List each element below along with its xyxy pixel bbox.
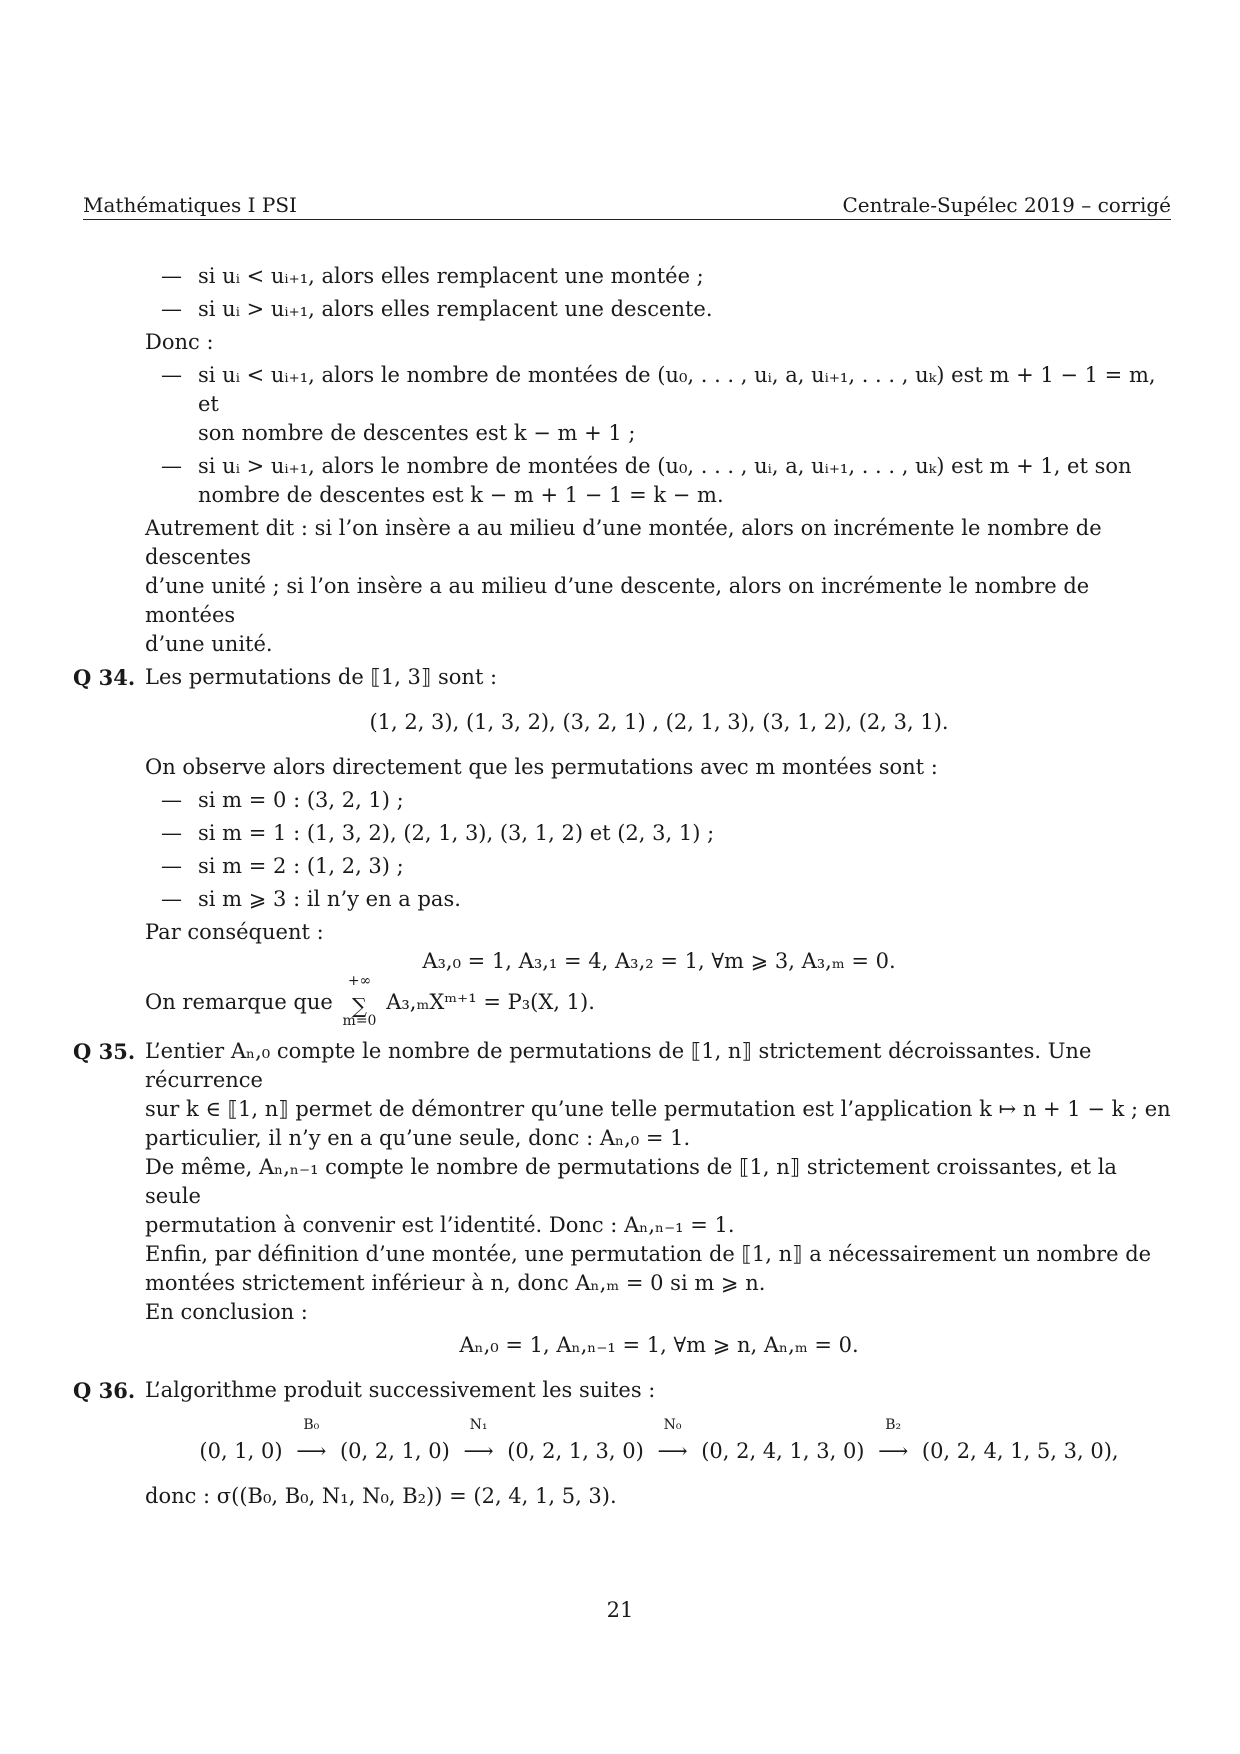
bullet-text: si uᵢ > uᵢ₊₁, alors elles remplacent une descente.	[198, 297, 713, 321]
sequence: (0, 1, 0)	[199, 1439, 283, 1463]
sequence: (0, 2, 1, 0)	[339, 1439, 450, 1463]
sequence: (0, 2, 4, 1, 5, 3, 0),	[921, 1439, 1119, 1463]
sum-upper-bound: +∞	[347, 973, 372, 989]
bullet-item: — si uᵢ > uᵢ₊₁, alors elles remplacent une descente.	[161, 297, 713, 321]
arrow-label: B₂	[885, 1417, 902, 1433]
arrow: N₀ ⟶	[651, 1437, 695, 1466]
bullet-item: — si uᵢ < uᵢ₊₁, alors le nombre de montées de (u₀, . . . , uᵢ, a, uᵢ₊₁, . . . , uₖ) est m + 1 − 1 = m, et son nombre de descentes est k − m + 1 ;	[161, 363, 1156, 445]
bullet-item: — si m = 1 : (1, 3, 2), (2, 1, 3), (3, 1, 2) et (2, 3, 1) ;	[161, 821, 715, 845]
paragraph: donc : σ((B₀, B₀, N₁, N₀, B₂)) = (2, 4, 1, 5, 3).	[145, 1484, 617, 1508]
paragraph-line: montées strictement inférieur à n, donc Aₙ,ₘ = 0 si m ⩾ n.	[145, 1271, 766, 1295]
paragraph-line: Autrement dit : si l’on insère a au milieu d’une montée, alors on incrémente le nombre de descentes	[145, 516, 1102, 569]
paragraph-line: sur k ∈ ⟦1, n⟧ permet de démontrer qu’une telle permutation est l’application k ↦ n + 1 − k ; en	[145, 1097, 1171, 1121]
running-header	[83, 193, 1171, 220]
paragraph-line: d’une unité.	[145, 632, 273, 656]
paragraph: Donc :	[145, 330, 214, 354]
paragraph-line: particulier, il n’y en a qu’une seule, donc : Aₙ,₀ = 1.	[145, 1126, 691, 1150]
page-body	[73, 262, 1173, 1511]
arrow-label: N₁	[469, 1417, 488, 1433]
bullet-text: si uᵢ < uᵢ₊₁, alors le nombre de montées de (u₀, . . . , uᵢ, a, uᵢ₊₁, . . . , uₖ) est m + 1 − 1 = m, et	[198, 363, 1156, 416]
remark-prefix: On remarque que	[145, 990, 333, 1014]
bullet-text: si m = 0 : (3, 2, 1) ;	[198, 788, 404, 812]
question-label: Q 34.	[73, 665, 136, 690]
question-label: Q 35.	[73, 1039, 136, 1064]
bullet-text: si uᵢ < uᵢ₊₁, alors elles remplacent une montée ;	[198, 264, 704, 288]
remark-line	[73, 973, 1173, 1029]
sum-lower-bound: m=0	[342, 1013, 377, 1029]
paragraph-line: En conclusion :	[145, 1300, 308, 1324]
bullet-text: si m ⩾ 3 : il n’y en a pas.	[198, 887, 461, 911]
sum-symbol: ∑	[352, 994, 368, 1018]
bullet-item: — si m = 2 : (1, 2, 3) ;	[161, 854, 404, 878]
paragraph: Par conséquent :	[145, 920, 324, 944]
paragraph-line: Enfin, par définition d’une montée, une permutation de ⟦1, n⟧ a nécessairement un nombre de	[145, 1242, 1152, 1266]
arrow: N₁ ⟶	[457, 1437, 501, 1466]
arrow: B₀ ⟶	[289, 1437, 333, 1466]
paragraph	[73, 514, 1173, 659]
arrow-label: N₀	[663, 1417, 682, 1433]
bullet-text: si m = 2 : (1, 2, 3) ;	[198, 854, 404, 878]
display-equation: Aₙ,₀ = 1, Aₙ,ₙ₋₁ = 1, ∀m ⩾ n, Aₙ,ₘ = 0.	[459, 1333, 859, 1357]
paragraph-line: L’entier Aₙ,₀ compte le nombre de permutations de ⟦1, n⟧ strictement décroissantes. Une récurrence	[145, 1039, 1092, 1092]
sequence-chain	[73, 1417, 1173, 1466]
bullet-text: son nombre de descentes est k − m + 1 ;	[198, 421, 636, 445]
bullet-item: — si uᵢ > uᵢ₊₁, alors le nombre de montées de (u₀, . . . , uᵢ, a, uᵢ₊₁, . . . , uₖ) est m + 1, et son nombre de descentes est k − m + 1 − 1 = k − m.	[161, 454, 1132, 507]
paragraph-line: d’une unité ; si l’on insère a au milieu d’une descente, alors on incrémente le nombre de montées	[145, 574, 1090, 627]
paragraph: On observe alors directement que les permutations avec m montées sont :	[145, 755, 938, 779]
bullet-item: — si uᵢ < uᵢ₊₁, alors elles remplacent une montée ;	[161, 264, 704, 288]
bullet-text: si uᵢ > uᵢ₊₁, alors le nombre de montées de (u₀, . . . , uᵢ, a, uᵢ₊₁, . . . , uₖ) est m + 1, et son	[198, 454, 1132, 478]
question-34	[73, 663, 1173, 692]
header-right: Centrale-Supélec 2019 – corrigé	[842, 193, 1171, 217]
display-equation: A₃,₀ = 1, A₃,₁ = 4, A₃,₂ = 1, ∀m ⩾ 3, A₃,ₘ = 0.	[422, 949, 896, 973]
question-text: L’algorithme produit successivement les suites :	[145, 1378, 656, 1402]
header-left: Mathématiques I PSI	[83, 193, 297, 217]
sequence: (0, 2, 4, 1, 3, 0)	[701, 1439, 865, 1463]
question-text: Les permutations de ⟦1, 3⟧ sont :	[145, 665, 498, 689]
bullet-text: si m = 1 : (1, 3, 2), (2, 1, 3), (3, 1, 2) et (2, 3, 1) ;	[198, 821, 715, 845]
bullet-item: — si m = 0 : (3, 2, 1) ;	[161, 788, 404, 812]
sequence: (0, 2, 1, 3, 0)	[507, 1439, 644, 1463]
remark-body: A₃,ₘXᵐ⁺¹ = P₃(X, 1).	[386, 990, 595, 1014]
page-number: 21	[606, 1598, 634, 1622]
bullet-item: — si m ⩾ 3 : il n’y en a pas.	[161, 887, 461, 911]
paragraph-line: permutation à convenir est l’identité. Donc : Aₙ,ₙ₋₁ = 1.	[145, 1213, 735, 1237]
paragraph-line: De même, Aₙ,ₙ₋₁ compte le nombre de permutations de ⟦1, n⟧ strictement croissantes, et la seule	[145, 1155, 1117, 1208]
arrow: B₂ ⟶	[871, 1437, 915, 1466]
arrow-label: B₀	[303, 1417, 320, 1433]
question-35	[73, 1037, 1173, 1327]
summation	[340, 973, 380, 1029]
display-equation: (1, 2, 3), (1, 3, 2), (3, 2, 1) , (2, 1, 3), (3, 1, 2), (2, 3, 1).	[369, 710, 949, 734]
question-36	[73, 1376, 1173, 1405]
bullet-text: nombre de descentes est k − m + 1 − 1 = k − m.	[198, 483, 724, 507]
question-label: Q 36.	[73, 1378, 136, 1403]
